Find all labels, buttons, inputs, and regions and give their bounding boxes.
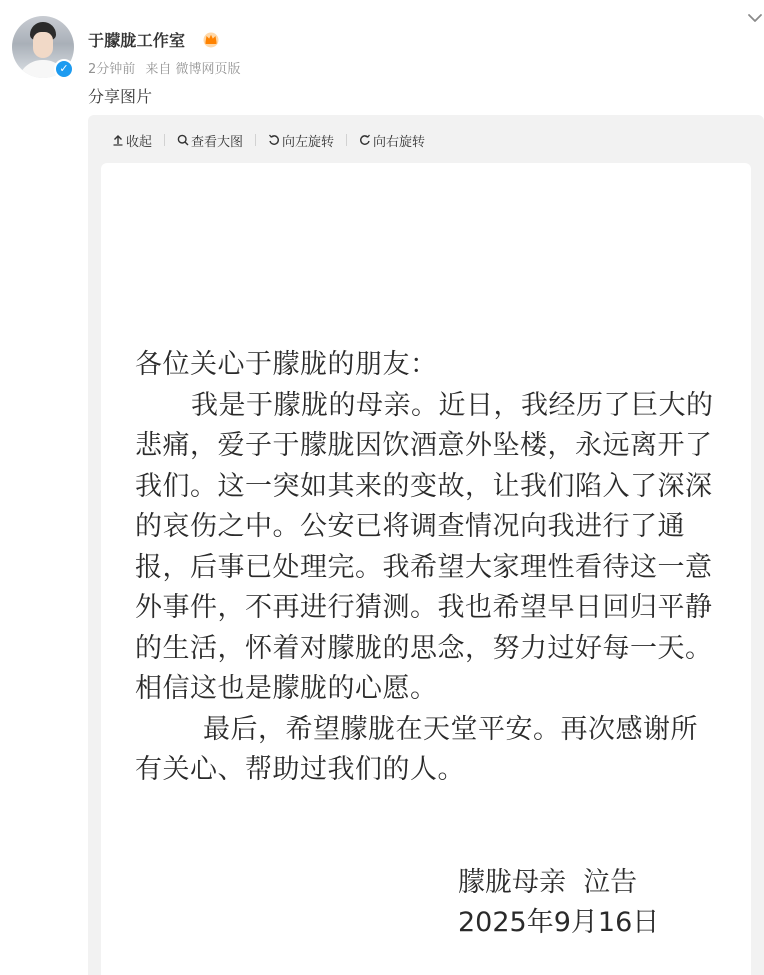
avatar-face xyxy=(33,32,53,58)
author-name[interactable]: 于朦胧工作室 xyxy=(88,31,186,50)
rotate-right-button[interactable] xyxy=(359,131,425,150)
view-large-label: 查看大图 xyxy=(191,134,244,150)
crown-icon[interactable] xyxy=(202,30,220,48)
letter-date: 2025年9月16日 xyxy=(458,907,660,938)
image-toolbar xyxy=(112,130,425,150)
search-icon xyxy=(177,134,189,146)
post-time[interactable]: 2分钟前 xyxy=(88,62,136,77)
letter-signature-block xyxy=(458,863,659,943)
chevron-down-icon[interactable] xyxy=(746,12,764,24)
rotate-right-icon xyxy=(359,134,371,146)
collapse-button[interactable] xyxy=(112,131,152,150)
toolbar-divider xyxy=(164,134,165,146)
post-image[interactable] xyxy=(101,163,751,975)
toolbar-divider xyxy=(255,134,256,146)
toolbar-divider xyxy=(346,134,347,146)
rotate-left-icon xyxy=(268,134,280,146)
rotate-right-label: 向右旋转 xyxy=(373,134,426,150)
post-text: 分享图片 xyxy=(88,87,153,106)
view-large-button[interactable] xyxy=(177,131,243,150)
post-source: 来自 微博网页版 xyxy=(145,62,241,77)
post-meta xyxy=(88,58,247,77)
rotate-left-button[interactable] xyxy=(268,131,334,150)
rotate-left-label: 向左旋转 xyxy=(282,134,335,150)
letter-signature: 朦胧母亲 泣告 xyxy=(458,867,638,898)
collapse-label: 收起 xyxy=(126,134,153,150)
letter-paragraph: 我是于朦胧的母亲。近日，我经历了巨大的悲痛，爱子于朦胧因饮酒意外坠楼，永远离开了我们。这一突如其来的变故，让我们陷入了深深的哀伤之中。公安已将调查情况向我进行了通报，后事已处理完。我希望大家理性看待这一意外事件，不再进行猜测。我也希望早日回归平静的生活，怀着对朦胧的思念，努力过好每一天。相信这也是朦胧的心愿。 xyxy=(135,389,714,704)
verified-badge-icon: ✓ xyxy=(54,59,74,79)
collapse-icon xyxy=(112,134,124,146)
letter-greeting: 各位关心于朦胧的朋友： xyxy=(135,349,438,380)
letter-paragraph: 最后，希望朦胧在天堂平安。再次感谢所有关心、帮助过我们的人。 xyxy=(135,713,698,785)
letter-body xyxy=(135,345,715,791)
